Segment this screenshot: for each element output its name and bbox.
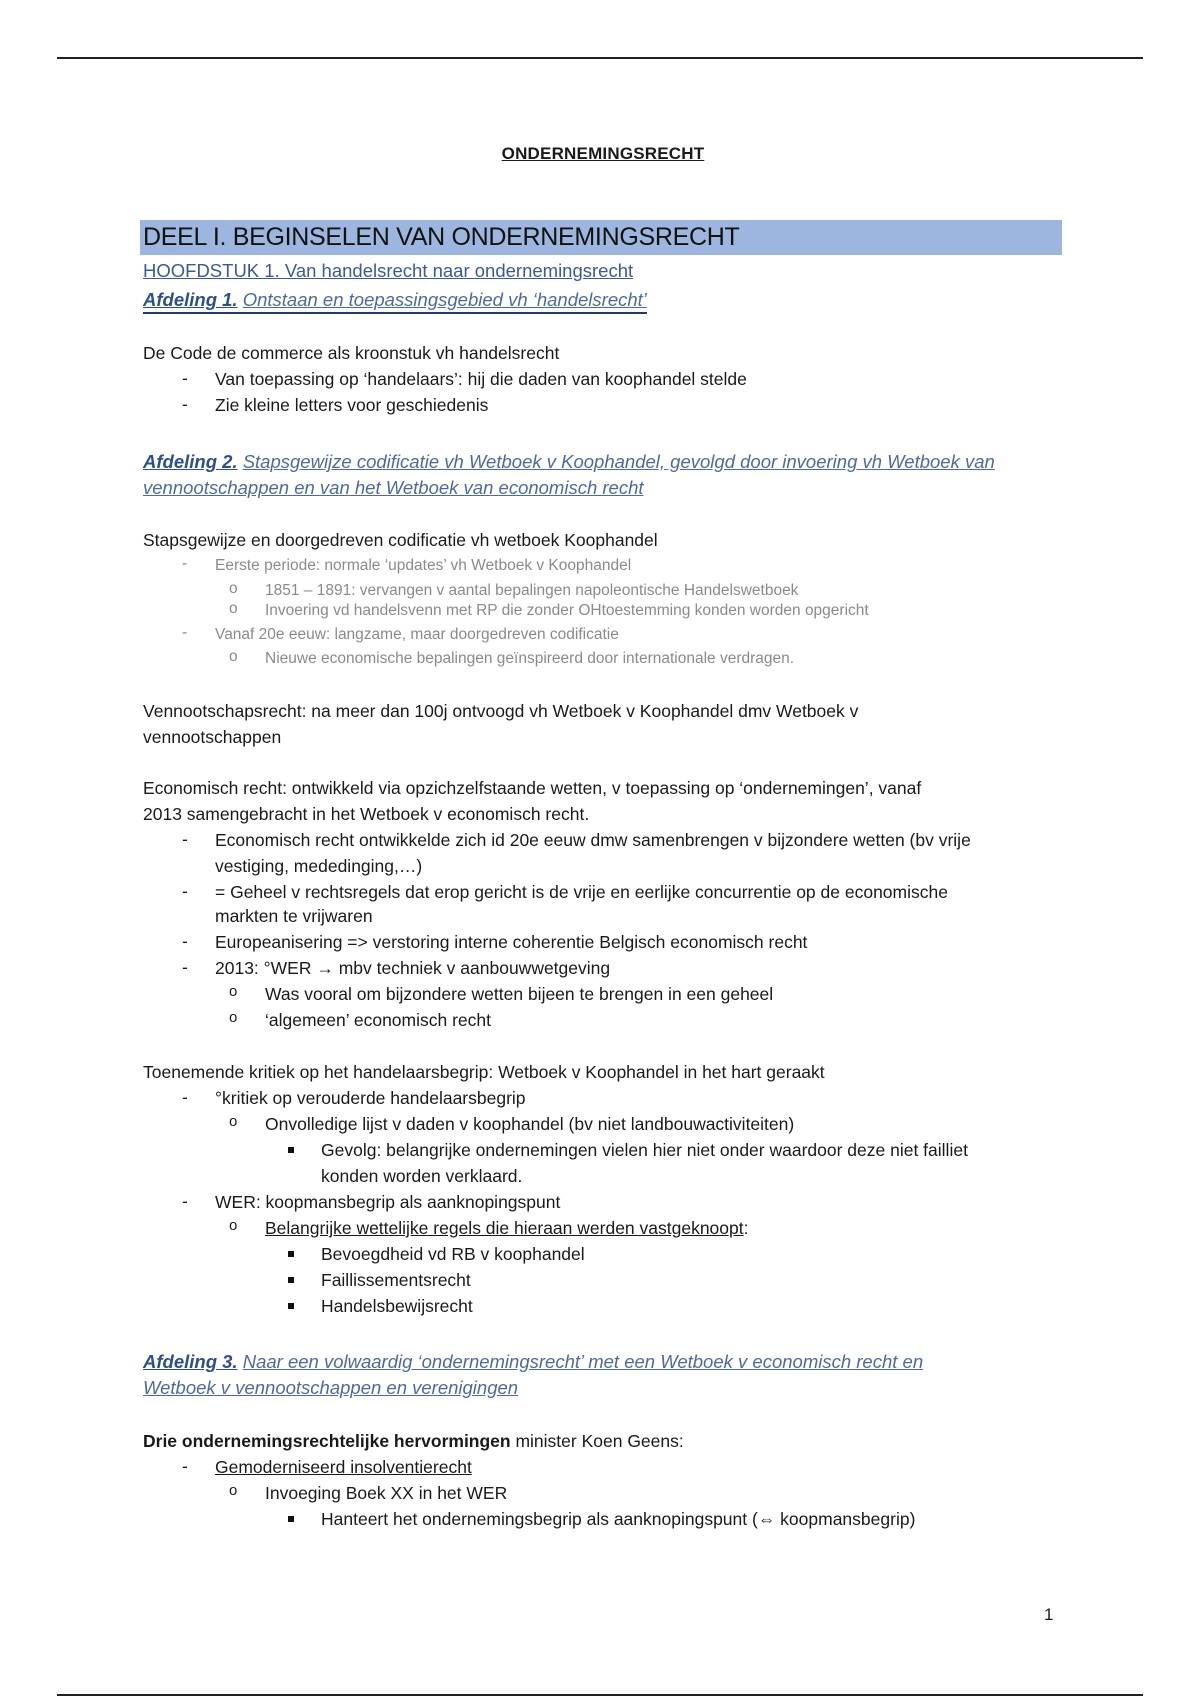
s1-bullet-2: Zie kleine letters voor geschiedenis	[215, 395, 489, 415]
s2-bullet-1: Eerste periode: normale ‘updates’ vh Wetboek v Koophandel	[215, 557, 632, 574]
circle-bullet: o	[229, 600, 238, 617]
s6-heading-rest: minister Koen Geens:	[510, 1431, 684, 1451]
dash-bullet: -	[182, 931, 188, 951]
s4-bullet-4: 2013: °WER → mbv techniek v aanbouwwetgeving	[215, 958, 611, 978]
s5-bullet-2a1: Bevoegdheid vd RB v koophandel	[321, 1244, 585, 1264]
circle-bullet: o	[229, 648, 238, 665]
s5-bullet-2a-text: Belangrijke wettelijke regels die hieraan werden vastgeknoopt	[265, 1218, 744, 1238]
s4-bullet-2a: = Geheel v rechtsregels dat erop gericht is de vrije en eerlijke concurrentie op de economische	[215, 882, 948, 902]
dash-bullet: -	[182, 881, 188, 901]
square-bullet	[288, 1516, 294, 1522]
s4-bullet-1b: vestiging, mededinging,…)	[215, 856, 423, 876]
section-heading-3: Afdeling 3. Naar een volwaardig ‘ondernemingsrecht’ met een Wetboek v economisch recht en	[143, 1351, 924, 1372]
s5-bullet-2a3: Handelsbewijsrecht	[321, 1296, 473, 1316]
dash-bullet: -	[182, 555, 188, 572]
square-bullet	[288, 1251, 294, 1257]
circle-bullet: o	[229, 1482, 238, 1499]
part-heading: DEEL I. BEGINSELEN VAN ONDERNEMINGSRECHT	[140, 220, 1062, 255]
s4-bullet-1a: Economisch recht ontwikkelde zich id 20e eeuw dmw samenbrengen v bijzondere wetten (bv vrije	[215, 830, 971, 850]
bottom-rule	[57, 1694, 1143, 1696]
circle-bullet: o	[229, 1009, 238, 1026]
dash-bullet: -	[182, 368, 188, 388]
s6-bullet-1a: Invoeging Boek XX in het WER	[265, 1483, 508, 1503]
s4-bullet-3: Europeanisering => verstoring interne coherentie Belgisch economisch recht	[215, 932, 808, 952]
dash-bullet: -	[182, 1456, 188, 1476]
s5-bullet-2a: Belangrijke wettelijke regels die hieraan werden vastgeknoopt:	[265, 1218, 749, 1238]
s1-bullet-1: Van toepassing op ‘handelaars’: hij die daden van koophandel stelde	[215, 369, 747, 389]
dash-bullet: -	[182, 624, 188, 641]
circle-bullet: o	[229, 1113, 238, 1130]
s6-bullet-1a1: Hanteert het ondernemingsbegrip als aanknopingspunt (⇔ koopmansbegrip)	[321, 1509, 916, 1529]
s2-heading: Stapsgewijze en doorgedreven codificatie vh wetboek Koophandel	[143, 530, 658, 550]
s3-text-2: vennootschappen	[143, 727, 282, 747]
s5-bullet-2: WER: koopmansbegrip als aanknopingspunt	[215, 1192, 561, 1212]
s5-bullet-1a1b: konden worden verklaard.	[321, 1166, 523, 1186]
dash-bullet: -	[182, 829, 188, 849]
s2-bullet-2a: Nieuwe economische bepalingen geïnspireerd door internationale verdragen.	[265, 650, 795, 667]
circle-bullet: o	[229, 580, 238, 597]
dash-bullet: -	[182, 1087, 188, 1107]
s5-heading: Toenemende kritiek op het handelaarsbegrip: Wetboek v Koophandel in het hart geraakt	[143, 1062, 825, 1082]
dash-bullet: -	[182, 957, 188, 977]
s3-text-1: Vennootschapsrecht: na meer dan 100j ontvoogd vh Wetboek v Koophandel dmv Wetboek v	[143, 701, 859, 721]
s6-heading	[143, 1430, 684, 1452]
s2-bullet-2: Vanaf 20e eeuw: langzame, maar doorgedreven codificatie	[215, 626, 619, 643]
s6-heading-bold: Drie ondernemingsrechtelijke hervormingen	[143, 1431, 511, 1451]
s2-bullet-1a: 1851 – 1891: vervangen v aantal bepalingen napoleontische Handelswetboek	[265, 582, 799, 599]
s5-bullet-1a1a: Gevolg: belangrijke ondernemingen vielen hier niet onder waardoor deze niet failliet	[321, 1140, 968, 1160]
square-bullet	[288, 1303, 294, 1309]
circle-bullet: o	[229, 983, 238, 1000]
square-bullet	[288, 1277, 294, 1283]
section-heading-2-cont: vennootschappen en van het Wetboek van economisch recht	[143, 477, 644, 498]
page-title: ONDERNEMINGSRECHT	[501, 144, 705, 163]
s6-bullet-1: Gemoderniseerd insolventierecht	[215, 1457, 472, 1477]
s4-text-2: 2013 samengebracht in het Wetboek v economisch recht.	[143, 804, 590, 824]
section-heading-2: Afdeling 2. Stapsgewijze codificatie vh Wetboek v Koophandel, gevolgd door invoering vh Wetboek van	[143, 451, 995, 472]
s1-heading: De Code de commerce als kroonstuk vh handelsrecht	[143, 343, 560, 363]
s4-bullet-2b: markten te vrijwaren	[215, 906, 373, 926]
s4-bullet-4b: ‘algemeen’ economisch recht	[265, 1010, 491, 1030]
square-bullet	[288, 1147, 294, 1153]
section-heading-1: Afdeling 1. Ontstaan en toepassingsgebied vh ‘handelsrecht’	[143, 288, 647, 314]
s2-bullet-1b: Invoering vd handelsvenn met RP die zonder OHtoestemming konden worden opgericht	[265, 602, 869, 619]
s4-bullet-4a: Was vooral om bijzondere wetten bijeen te brengen in een geheel	[265, 984, 774, 1004]
dash-bullet: -	[182, 394, 188, 414]
chapter-heading: HOOFDSTUK 1. Van handelsrecht naar ondernemingsrecht	[143, 260, 634, 281]
s5-bullet-1a: Onvolledige lijst v daden v koophandel (bv niet landbouwactiviteiten)	[265, 1114, 795, 1134]
page-number: 1	[1044, 1605, 1054, 1624]
s5-bullet-1: °kritiek op verouderde handelaarsbegrip	[215, 1088, 526, 1108]
section-heading-3-cont: Wetboek v vennootschappen en verenigingen	[143, 1377, 519, 1398]
s4-text-1: Economisch recht: ontwikkeld via opzichzelfstaande wetten, v toepassing op ‘ondernemingen’, vanaf	[143, 778, 922, 798]
top-rule	[57, 57, 1143, 59]
dash-bullet: -	[182, 1191, 188, 1211]
s5-bullet-2a2: Faillissementsrecht	[321, 1270, 471, 1290]
circle-bullet: o	[229, 1217, 238, 1234]
